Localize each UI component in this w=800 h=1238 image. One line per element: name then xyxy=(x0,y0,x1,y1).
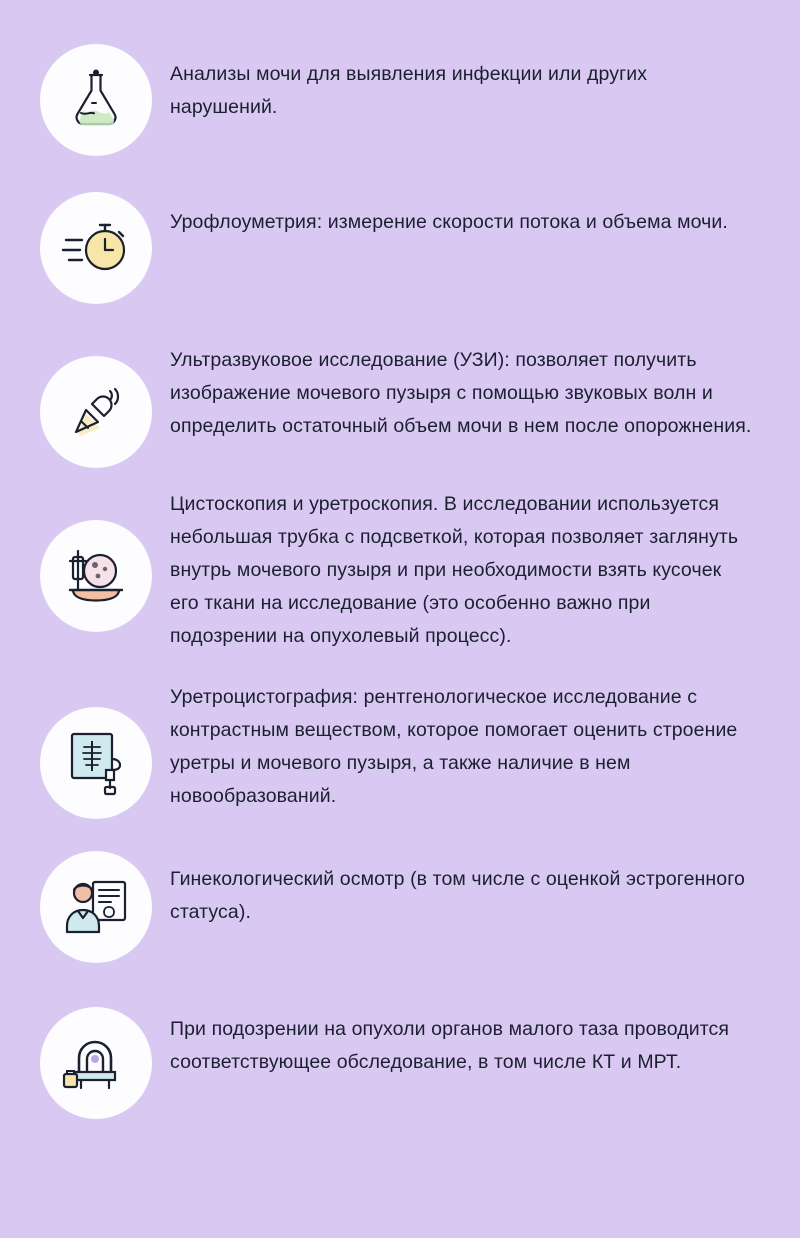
list-item xyxy=(40,192,760,304)
list-item-text: Анализы мочи для выявления инфекции или других нарушений. xyxy=(170,63,648,118)
list-item-text: Цистоскопия и уретроскопия. В исследовании используется небольшая трубка с подсветкой, которая позволяет заглянуть внутрь мочевого пузыря и при необходимости взять кусочек его ткани на исследование (это особенно важно при подозрении на опухолевый процесс). xyxy=(170,493,739,647)
flask-icon xyxy=(40,44,152,156)
list-item xyxy=(40,486,760,653)
ct-scanner-icon xyxy=(40,1007,152,1119)
list-item-text: Ультразвуковое исследование (УЗИ): позволяет получить изображение мочевого пузыря с помощью звуковых волн и определить остаточный объем мочи в нем после опорожнения. xyxy=(170,349,752,437)
petri-dish-syringe-icon xyxy=(40,520,152,632)
list-item xyxy=(40,849,760,963)
list-item xyxy=(40,999,760,1119)
list-item-text: Уретроцистография: рентгенологическое исследование с контрастным веществом, которое помогает оценить строение уретры и мочевого пузыря, а также наличие в нем новообразований. xyxy=(170,686,738,807)
stopwatch-icon xyxy=(40,192,152,304)
list-item xyxy=(40,675,760,819)
list-item-text: При подозрении на опухоли органов малого таза проводится соответствующее обследование, в том числе КТ и МРТ. xyxy=(170,1018,730,1073)
doctor-consultation-icon xyxy=(40,851,152,963)
checks-list xyxy=(40,30,760,1119)
list-item-text: Гинекологический осмотр (в том числе с оценкой эстрогенного статуса). xyxy=(170,868,745,923)
ultrasound-probe-icon xyxy=(40,356,152,468)
list-item-text: Урофлоуметрия: измерение скорости потока и объема мочи. xyxy=(170,211,728,233)
list-item xyxy=(40,336,760,468)
x-ray-icon xyxy=(40,707,152,819)
list-item xyxy=(40,44,760,156)
